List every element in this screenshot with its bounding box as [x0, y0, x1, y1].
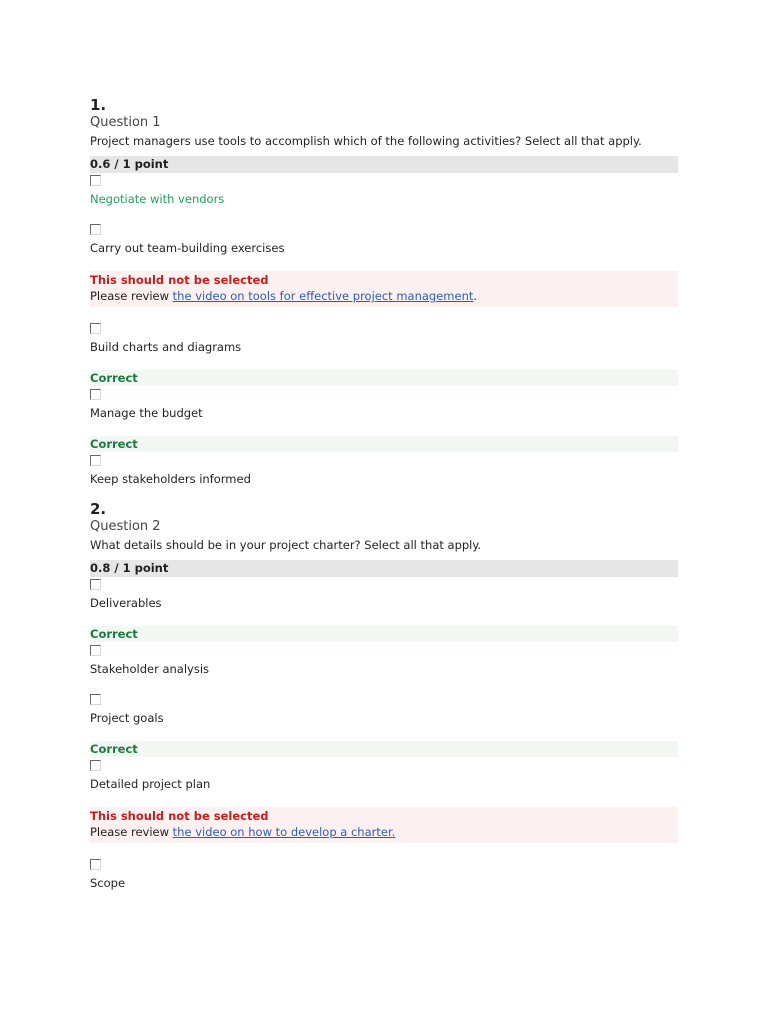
score-bar: 0.8 / 1 point [90, 560, 678, 577]
option-checkbox[interactable] [90, 760, 101, 771]
feedback-incorrect [90, 271, 678, 307]
question-number: 1. [90, 96, 107, 114]
option-checkbox[interactable] [90, 694, 101, 705]
option-label: Detailed project plan [90, 777, 211, 791]
option-label: Deliverables [90, 596, 162, 610]
option-checkbox[interactable] [90, 455, 101, 466]
option-label: Carry out team-building exercises [90, 241, 285, 255]
feedback-correct: Correct [90, 370, 678, 386]
feedback-title: This should not be selected [90, 809, 269, 823]
option-label: Stakeholder analysis [90, 662, 210, 676]
score-bar: 0.6 / 1 point [90, 156, 678, 173]
question-label: Question 1 [90, 115, 161, 130]
question-label: Question 2 [90, 519, 161, 534]
quiz-results [90, 96, 678, 892]
option-label: Project goals [90, 711, 164, 725]
option-spacer [90, 843, 678, 857]
option-checkbox[interactable] [90, 389, 101, 400]
option-label: Scope [90, 876, 126, 890]
option-spacer [90, 678, 678, 692]
review-video-link[interactable]: the video on how to develop a charter. [172, 825, 396, 839]
feedback-correct: Correct [90, 436, 678, 452]
feedback-text [90, 824, 678, 841]
question-prompt: What details should be in your project charter? Select all that apply. [90, 538, 482, 552]
feedback-prefix: Please review [90, 289, 173, 303]
option-checkbox[interactable] [90, 579, 101, 590]
question-prompt: Project managers use tools to accomplish which of the following activities? Select all that apply. [90, 134, 642, 148]
feedback-correct: Correct [90, 626, 678, 642]
option-spacer [90, 307, 678, 321]
feedback-suffix: . [473, 289, 478, 303]
option-spacer [90, 208, 678, 222]
question-1 [90, 96, 678, 488]
review-video-link[interactable]: the video on tools for effective project management [172, 289, 474, 303]
feedback-title: This should not be selected [90, 273, 269, 287]
feedback-incorrect [90, 807, 678, 843]
option-label: Build charts and diagrams [90, 340, 242, 354]
option-label: Keep stakeholders informed [90, 472, 251, 486]
option-checkbox[interactable] [90, 645, 101, 656]
feedback-text [90, 288, 678, 305]
option-checkbox[interactable] [90, 175, 101, 186]
option-label: Negotiate with vendors [90, 192, 225, 206]
feedback-prefix: Please review [90, 825, 173, 839]
option-label: Manage the budget [90, 406, 203, 420]
question-number: 2. [90, 500, 107, 518]
option-checkbox[interactable] [90, 859, 101, 870]
option-checkbox[interactable] [90, 323, 101, 334]
feedback-correct: Correct [90, 741, 678, 757]
question-2 [90, 500, 678, 892]
option-checkbox[interactable] [90, 224, 101, 235]
